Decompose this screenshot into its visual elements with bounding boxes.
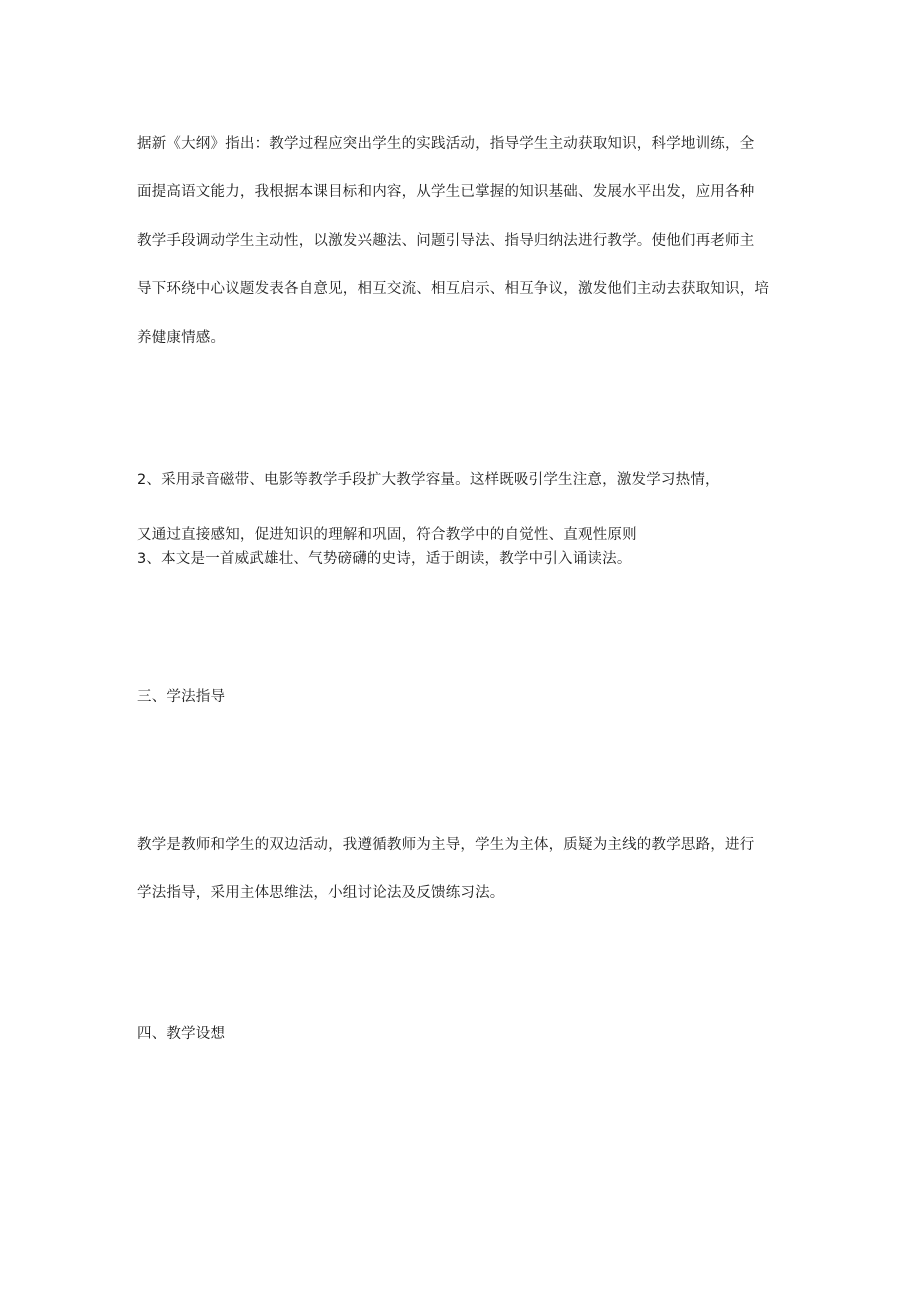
item-3-text: 3、本文是一首威武雄壮、气势磅礴的史诗，适于朗读，教学中引入诵读法。 [137, 551, 632, 567]
paragraph-1-line-3: 教学手段调动学生主动性，以激发兴趣法、问题引导法、指导归纳法进行教学。使他们再老师主 [137, 233, 755, 249]
section-3-line-2: 学法指导，采用主体思维法，小组讨论法及反馈练习法。 [137, 885, 505, 901]
section-4-heading: 四、教学设想 [137, 1026, 226, 1042]
paragraph-1-line-4: 导下环绕中心议题发表各自意见，相互交流、相互启示、相互争议，激发他们主动去获取知识，培 [137, 281, 770, 297]
paragraph-1-line-2: 面提高语文能力，我根据本课目标和内容，从学生已掌握的知识基础、发展水平出发，应用各种 [137, 184, 755, 200]
section-3-heading: 三、学法指导 [137, 689, 226, 705]
section-3-line-1: 教学是教师和学生的双边活动，我遵循教师为主导，学生为主体，质疑为主线的教学思路，进行 [137, 837, 755, 853]
item-2-line-1: 2、采用录音磁带、电影等教学手段扩大教学容量。这样既吸引学生注意，激发学习热情， [137, 472, 720, 488]
paragraph-1-line-5: 养健康情感。 [137, 330, 226, 346]
item-2-line-2: 又通过直接感知，促进知识的理解和巩固，符合教学中的自觉性、直观性原则 [137, 527, 637, 543]
paragraph-1-line-1: 据新《大纲》指出：教学过程应突出学生的实践活动，指导学生主动获取知识，科学地训练，全 [137, 136, 755, 152]
